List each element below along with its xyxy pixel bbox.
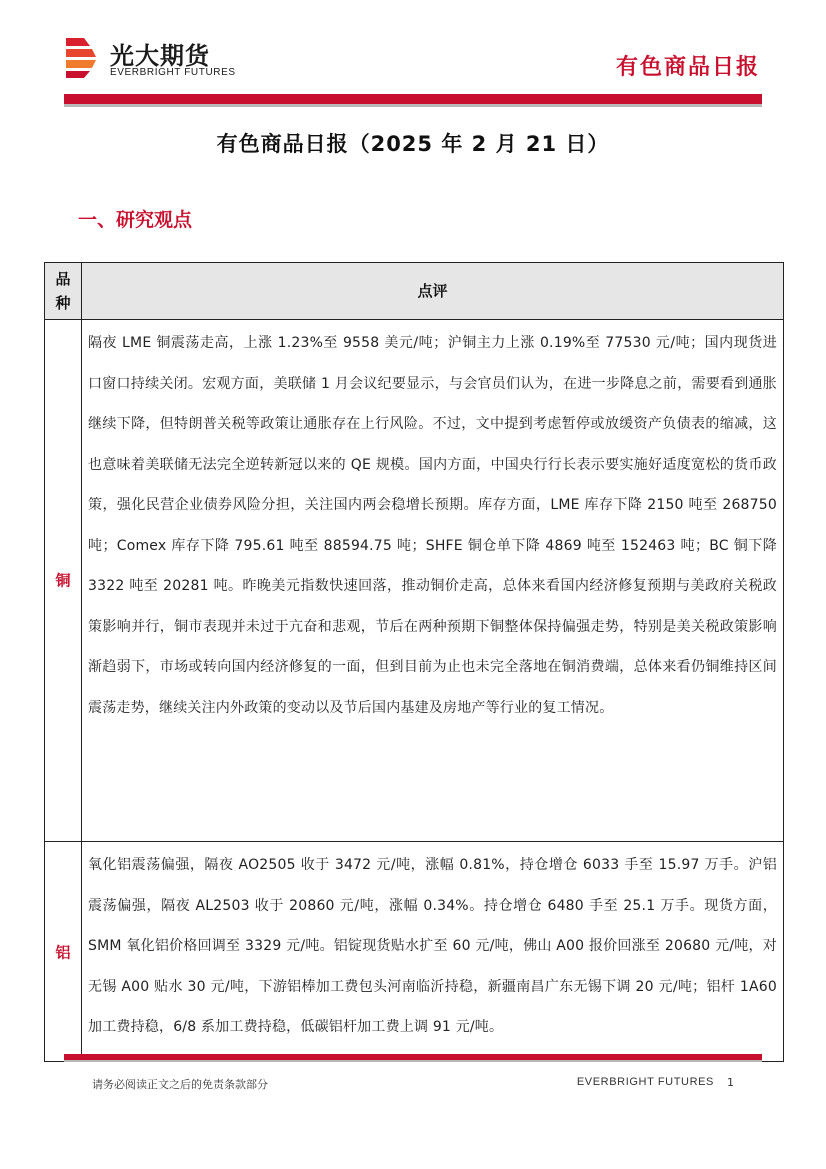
comment-text: 氧化铝震荡偏强，隔夜 AO2505 收于 3472 元/吨，涨幅 0.81%，持仓增仓 6033 手至 15.97 万手。沪铝震荡偏强，隔夜 AL2503 收于 20860 元/吨，涨幅 0.34%。持仓增仓 6480 手至 25.1 万手。现货方面，SMM 氧化铝价格回调至 3329 元/吨。铝锭现货贴水扩至 60 元/吨，佛山 A00 报价回涨至 20680 元/吨，对无锡 A00 贴水 30 元/吨，下游铝棒加工费包头河南临沂持稳，新疆南昌广东无锡下调 20 元/吨；铝杆 1A60 加工费持稳，6/8 系加工费持稳，低碳铝杆加工费上调 91 元/吨。 (88, 857, 777, 1035)
table-header-row (45, 263, 783, 320)
comment-text: 隔夜 LME 铜震荡走高，上涨 1.23%至 9558 美元/吨；沪铜主力上涨 0.19%至 77530 元/吨；国内现货进口窗口持续关闭。宏观方面，美联储 1 月会议纪要显示，与会官员们认为，在进一步降息之前，需要看到通胀继续下降，但特朗普关税等政策让通胀存在上行风险。不过，文中提到考虑暂停或放缓资产负债表的缩减，这也意味着美联储无法完全逆转新冠以来的 QE 规模。国内方面，中国央行行长表示要实施好适度宽松的货币政策，强化民营企业债券风险分担，关注国内两会稳增长预期。库存方面，LME 库存下降 2150 吨至 268750 吨；Comex 库存下降 795.61 吨至 88594.75 吨；SHFE 铜仓单下降 4869 吨至 152463 吨；BC 铜下降 3322 吨至 20281 吨。昨晚美元指数快速回落，推动铜价走高，总体来看国内经济修复预期与美政府关税政策影响并行，铜市表现并未过于亢奋和悲观，节后在两种预期下铜整体保持偏强走势，特别是美关税政策影响渐趋弱下，市场或转向国内经济修复的一面，但到目前为止也未完全落地在铜消费端，总体来看仍铜维持区间震荡走势，继续关注内外政策的变动以及节后国内基建及房地产等行业的复工情况。 (88, 335, 777, 716)
header-comment-cell (82, 263, 783, 319)
table-row (45, 841, 783, 1062)
category-label: 铜 (55, 571, 71, 590)
section-heading: 一、研究观点 (78, 209, 193, 231)
table-row (45, 319, 783, 842)
category-cell (45, 319, 82, 841)
category-cell (45, 841, 82, 1062)
comment-cell (82, 319, 783, 841)
footer-disclaimer: 请务必阅读正文之后的免责条款部分 (92, 1078, 268, 1091)
header-category-label (45, 267, 81, 315)
header-divider-shadow (64, 104, 762, 107)
header-category-text: 品种 (55, 270, 71, 312)
header-category-cell (45, 263, 82, 319)
everbright-logo-icon (64, 36, 98, 80)
header-report-name: 有色商品日报 (615, 55, 760, 80)
document-title: 有色商品日报（2025 年 2 月 21 日） (216, 132, 610, 156)
comment-cell (82, 841, 783, 1062)
category-label: 铝 (55, 943, 71, 962)
logo-chinese-name: 光大期货 (110, 42, 210, 70)
header-comment-label: 点评 (417, 282, 448, 300)
footer-divider-shadow (64, 1060, 762, 1062)
company-logo (64, 36, 264, 84)
page-number: 1 (727, 1076, 734, 1089)
header-divider (64, 94, 762, 104)
logo-english-name: EVERBRIGHT FUTURES (110, 67, 236, 78)
commentary-table (44, 262, 784, 1062)
footer-company: EVERBRIGHT FUTURES (576, 1076, 714, 1088)
